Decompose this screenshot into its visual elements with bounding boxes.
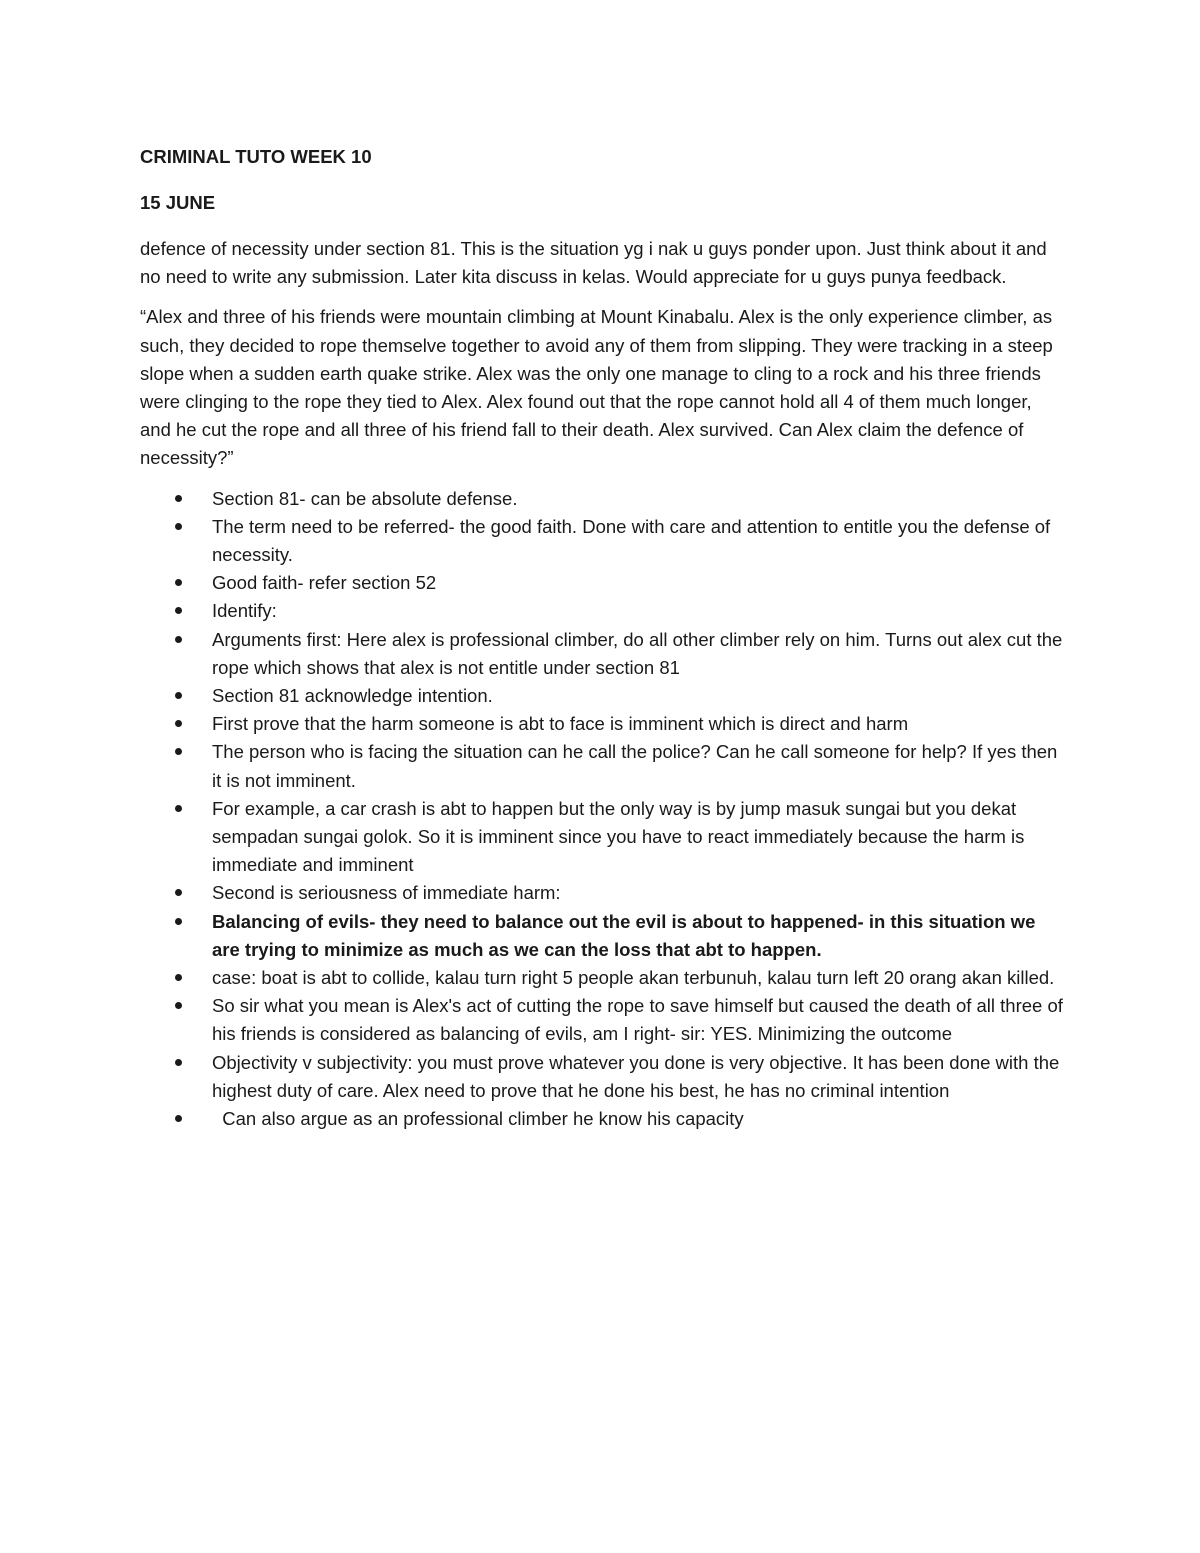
list-item-text: Can also argue as an professional climber he know his capacity — [212, 1108, 744, 1130]
list-item-text: case: boat is abt to collide, kalau turn right 5 people akan terbunuh, kalau turn left 20 orang akan killed. — [212, 967, 1055, 989]
list-item — [140, 710, 1065, 738]
bullet-icon — [175, 636, 182, 643]
notes-list — [140, 485, 1065, 1134]
list-item-text: First prove that the harm someone is abt to face is imminent which is direct and harm — [212, 713, 909, 735]
list-item — [140, 992, 1065, 1048]
bullet-icon — [175, 720, 182, 727]
bullet-icon — [175, 889, 182, 896]
list-item — [140, 626, 1065, 682]
list-item-text: Section 81- can be absolute defense. — [212, 487, 518, 509]
list-item-text: Second is seriousness of immediate harm: — [212, 882, 561, 904]
list-item-text: Balancing of evils- they need to balance out the evil is about to happened- in this situation we are trying to minimize as much as we can the loss that abt to happen. — [212, 910, 1036, 960]
bullet-icon — [175, 1059, 182, 1066]
list-item — [140, 513, 1065, 569]
list-item — [140, 569, 1065, 597]
document-date: 15 JUNE — [140, 192, 216, 213]
document-title: CRIMINAL TUTO WEEK 10 — [140, 146, 372, 167]
list-item — [140, 795, 1065, 880]
bullet-icon — [175, 1002, 182, 1009]
bullet-icon — [175, 748, 182, 755]
document-page — [140, 143, 1065, 1133]
list-item-text: The term need to be referred- the good faith. Done with care and attention to entitle you the defense of necessity. — [212, 515, 1051, 566]
scenario-quote: “Alex and three of his friends were mountain climbing at Mount Kinabalu. Alex is the only experience climber, as such, they decided to rope themselve together to avoid any of them from slipping. They were tracking in a steep slope when a sudden earth quake strike. Alex was the only one manage to cling to a rock and his three friends were clinging to the rope they tied to Alex. Alex found out that the rope cannot hold all 4 of them much longer, and he cut the rope and all three of his friend fall to their death. Alex survived. Can Alex claim the defence of necessity?” — [140, 306, 1053, 469]
list-item-text: For example, a car crash is abt to happen but the only way is by jump masuk sungai but you dekat sempadan sungai golok. So it is imminent since you have to react immediately because the harm is immediate and imminent — [212, 797, 1025, 876]
list-item-text: Arguments first: Here alex is professional climber, do all other climber rely on him. Turns out alex cut the rope which shows that alex is not entitle under section 81 — [212, 628, 1063, 678]
bullet-icon — [175, 495, 182, 502]
bullet-icon — [175, 523, 182, 530]
list-item — [140, 964, 1065, 992]
list-item-text: Good faith- refer section 52 — [212, 572, 437, 594]
bullet-icon — [175, 918, 182, 925]
list-item — [140, 1105, 1065, 1133]
list-item-text: Objectivity v subjectivity: you must prove whatever you done is very objective. It has been done with the highest duty of care. Alex need to prove that he done his best, he has no criminal intention — [212, 1051, 1060, 1101]
bullet-icon — [175, 579, 182, 586]
list-item — [140, 485, 1065, 513]
list-item — [140, 597, 1065, 625]
list-item — [140, 682, 1065, 710]
list-item-text: Section 81 acknowledge intention. — [212, 685, 493, 707]
list-item — [140, 879, 1065, 907]
bullet-icon — [175, 974, 182, 981]
bullet-icon — [175, 692, 182, 699]
bullet-icon — [175, 805, 182, 812]
list-item-text: So sir what you mean is Alex's act of cutting the rope to save himself but caused the death of all three of his friends is considered as balancing of evils, am I right- sir: YES. Minimizing the outcome — [212, 995, 1063, 1045]
bullet-icon — [175, 607, 182, 614]
list-item — [140, 738, 1065, 794]
bullet-icon — [175, 1115, 182, 1122]
list-item — [140, 1049, 1065, 1105]
list-item-text: The person who is facing the situation can he call the police? Can he call someone for help? If yes then it is not imminent. — [212, 741, 1058, 791]
list-item-text: Identify: — [212, 600, 277, 622]
intro-paragraph: defence of necessity under section 81. This is the situation yg i nak u guys ponder upon. Just think about it and no need to write any submission. Later kita discuss in kelas. Would appreciate for u guys punya feedback. — [140, 238, 1047, 288]
list-item-bold — [140, 908, 1065, 964]
